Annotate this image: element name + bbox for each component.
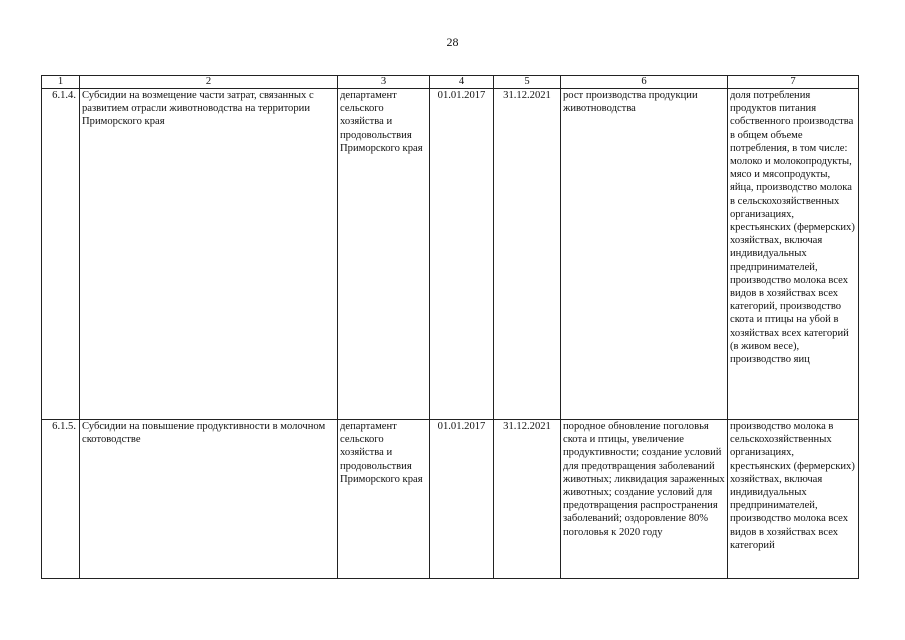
item-name: Субсидии на возмещение части затрат, связанных с развитием отрасли животноводства на территории Приморского края xyxy=(80,89,338,420)
item-executor: департамент сельского хозяйства и продовольствия Приморского края xyxy=(338,420,430,579)
item-expected-result: породное обновление поголовья скота и птицы, увеличение продуктивности; создание условий для предотвращения заболеваний животных; ликвидация зараженных животных; создание условий для предотвращения распространения заболеваний; оздоровление 80% поголовья к 2020 году xyxy=(561,420,728,579)
item-expected-result: рост производства продукции животноводства xyxy=(561,89,728,420)
column-header: 4 xyxy=(430,76,494,89)
table-row xyxy=(42,89,859,420)
column-header: 6 xyxy=(561,76,728,89)
program-table xyxy=(41,75,859,579)
table-row xyxy=(42,420,859,579)
column-number-row xyxy=(42,76,859,89)
item-indicator: производство молока в сельскохозяйственных организациях, крестьянских (фермерских) хозяйствах, включая индивидуальных предпринимателей, производство молока всех видов в хозяйствах всех категорий xyxy=(728,420,859,579)
item-indicator: доля потребления продуктов питания собственного производства в общем объеме потребления, в том числе: молоко и молокопродукты, мясо и мясопродукты, яйца, производство молока в сельскохозяйственных организациях, крестьянских (фермерских) хозяйствах, включая индивидуальных предпринимателей, производство молока всех видов в хозяйствах всех категорий, производство скота и птицы на убой в хозяйствах всех категорий (в живом весе), производство яиц xyxy=(728,89,859,420)
item-executor: департамент сельского хозяйства и продовольствия Приморского края xyxy=(338,89,430,420)
column-header: 7 xyxy=(728,76,859,89)
item-end-date: 31.12.2021 xyxy=(494,89,561,420)
item-name: Субсидии на повышение продуктивности в молочном скотоводстве xyxy=(80,420,338,579)
page-number: 28 xyxy=(446,35,459,49)
item-number: 6.1.4. xyxy=(42,89,80,420)
item-start-date: 01.01.2017 xyxy=(430,420,494,579)
column-header: 1 xyxy=(42,76,80,89)
column-header: 3 xyxy=(338,76,430,89)
item-end-date: 31.12.2021 xyxy=(494,420,561,579)
column-header: 2 xyxy=(80,76,338,89)
item-start-date: 01.01.2017 xyxy=(430,89,494,420)
item-number: 6.1.5. xyxy=(42,420,80,579)
column-header: 5 xyxy=(494,76,561,89)
